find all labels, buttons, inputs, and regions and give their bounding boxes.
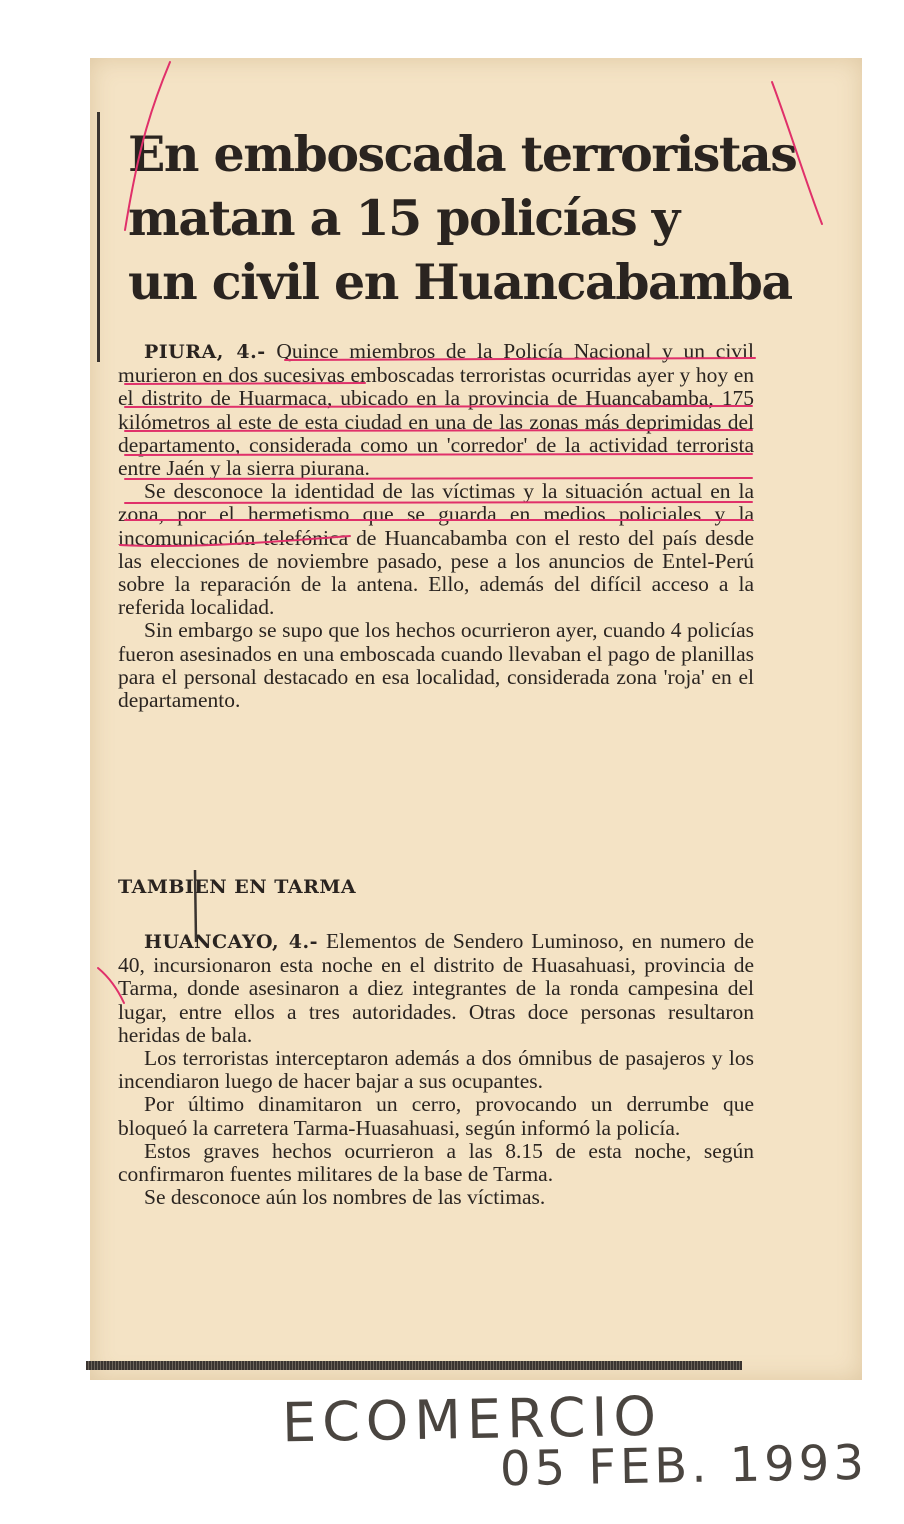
paragraph-3: Sin embargo se supo que los hechos ocurrieron ayer, cuando 4 policías fueron asesinados en una emboscada cuando llevaban el pago de planillas para el personal destacado en esa localidad, considerada zona 'roja' en el departamento. — [118, 618, 754, 713]
dateline-huancayo: HUANCAYO, 4.- — [144, 931, 318, 953]
handwritten-source: ECOMERCIO — [281, 1384, 663, 1455]
paragraph-8: Se desconoce aún los nombres de las víctimas. — [144, 1185, 546, 1210]
paragraph-7: Estos graves hechos ocurrieron a las 8.15 de esta noche, según confirmaron fuentes militares de la base de Tarma. — [118, 1138, 754, 1187]
underline-7 — [125, 502, 752, 503]
headline-line-2: matan a 15 policías y — [128, 189, 679, 247]
underline-4 — [125, 430, 752, 431]
headline-line-1: En emboscada terroristas — [128, 125, 797, 183]
red-mark-huancayo — [98, 968, 124, 1003]
ink-mark-vertical — [195, 870, 196, 942]
section-heading: TAMBIEN EN TARMA — [118, 876, 357, 898]
handwritten-date: 05 FEB. 1993 — [499, 1434, 869, 1498]
underline-5 — [125, 454, 752, 455]
underline-6 — [125, 478, 752, 479]
red-slash-left — [125, 62, 170, 230]
underline-9 — [120, 536, 350, 546]
lead-text: Quince miembros de la Policía Nacional y un civil murieron en dos sucesivas emboscadas terroristas ocurridas ayer y hoy en el distrito de Huarmaca, ubicado en la provincia de Huancabamba, 175 kilómetros al este de esta ciudad en una de las zonas más deprimidas del departamento, considerada como un 'corredor' de la actividad terrorista entre Jaén y la sierra piurana. — [118, 339, 754, 481]
red-slash-right — [772, 82, 822, 224]
paragraph-4-text: Elementos de Sendero Luminoso, en numero de 40, incursionaron esta noche en el distrito de Huasahuasi, provincia de Tarma, donde asesinaron a diez integrantes de la ronda campesina del lugar, entre ellos a tres autoridades. Otras doce personas resultaron heridas de bala. — [118, 929, 754, 1047]
underline-1 — [285, 358, 755, 360]
paragraph-5: Los terroristas interceptaron además a dos ómnibus de pasajeros y los incendiaron luego de hacer bajar a sus ocupantes. — [118, 1046, 754, 1094]
paragraph-2: Se desconoce la identidad de las víctimas y la situación actual en la zona, por el hermetismo que se guarda en medios policiales y la incomunicación telefónica de Huancabamba con el resto del país desde las elecciones de noviembre pasado, pese a los anuncios de Entel-Perú sobre la reparación de la antena. Ello, además del difícil acceso a la referida localidad. — [118, 479, 754, 620]
underline-3 — [125, 406, 752, 407]
paragraph-6: Por último dinamitaron un cerro, provocando un derrumbe que bloqueó la carretera Tarma-Huasahuasi, según informó la policía. — [118, 1092, 754, 1140]
headline-line-3: un civil en Huancabamba — [128, 253, 792, 311]
dateline-piura: PIURA, 4.- — [144, 341, 266, 363]
underline-2 — [125, 383, 365, 384]
